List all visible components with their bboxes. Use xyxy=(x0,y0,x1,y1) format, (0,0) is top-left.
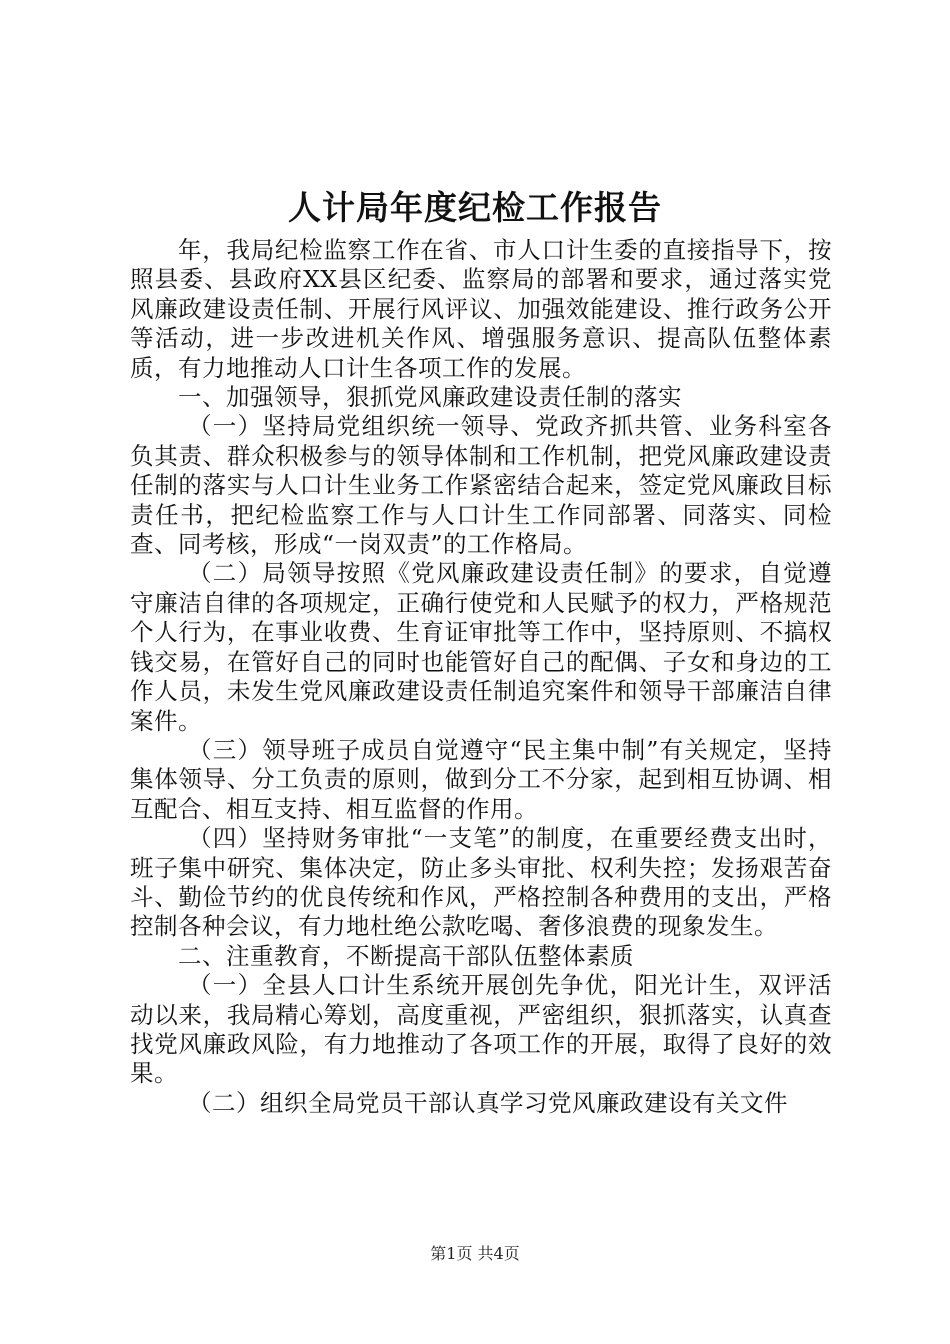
section-2-item-2: （二）组织全局党员干部认真学习党风廉政建设有关文件 xyxy=(188,1088,788,1117)
intro-paragraph: 年，我局纪检监察工作在省、市人口计生委的直接指导下，按照县委、县政府XX县区纪委、监察局的部署和要求，通过落实党风廉政建设责任制、开展行风评议、加强效能建设、推行政务公开等活动，进一步改进机关作风、增强服务意识、提高队伍整体素质，有力地推动人口计生各项工作的发展。 xyxy=(130,236,832,382)
section-1-item-4: （四）坚持财务审批“一支笔”的制度，在重要经费支出时，班子集中研究、集体决定，防止多头审批、权利失控；发扬艰苦奋斗、勤俭节约的优良传统和作风，严格控制各种费用的支出，严格控制各种会议，有力地杜绝公款吃喝、奢侈浪费的现象发生。 xyxy=(130,824,832,941)
document-title: 人计局年度纪检工作报告 xyxy=(288,188,662,227)
section-1-item-2: （二）局领导按照《党风廉政建设责任制》的要求，自觉遵守廉洁自律的各项规定，正确行使党和人民赋予的权力，严格规范个人行为，在事业收费、生育证审批等工作中，坚持原则、不搞权钱交易，在管好自己的同时也能管好自己的配偶、子女和身边的工作人员，未发生党风廉政建设责任制追究案件和领导干部廉洁自律案件。 xyxy=(130,559,832,735)
section-2-item-1: （一）全县人口计生系统开展创先争优，阳光计生，双评活动以来，我局精心筹划，高度重视，严密组织，狠抓落实，认真查找党风廉政风险，有力地推动了各项工作的开展，取得了良好的效果。 xyxy=(130,971,832,1088)
section-heading-1: 一、加强领导，狠抓党风廉政建设责任制的落实 xyxy=(178,383,682,412)
section-1-item-1: （一）坚持局党组织统一领导、党政齐抓共管、业务科室各负其责、群众积极参与的领导体制和工作机制，把党风廉政建设责任制的落实与人口计生业务工作紧密结合起来，签定党风廉政目标责任书，把纪检监察工作与人口计生工作同部署、同落实、同检查、同考核，形成“一岗双责”的工作格局。 xyxy=(130,412,832,559)
section-heading-2: 二、注重教育，不断提高干部队伍整体素质 xyxy=(178,941,634,970)
section-1-item-3: （三）领导班子成员自觉遵守“民主集中制”有关规定，坚持集体领导、分工负责的原则，做到分工不分家，起到相互协调、相互配合、相互支持、相互监督的作用。 xyxy=(130,735,832,823)
page-footer: 第1页 共4页 xyxy=(430,1244,520,1263)
document-body xyxy=(130,236,832,1118)
